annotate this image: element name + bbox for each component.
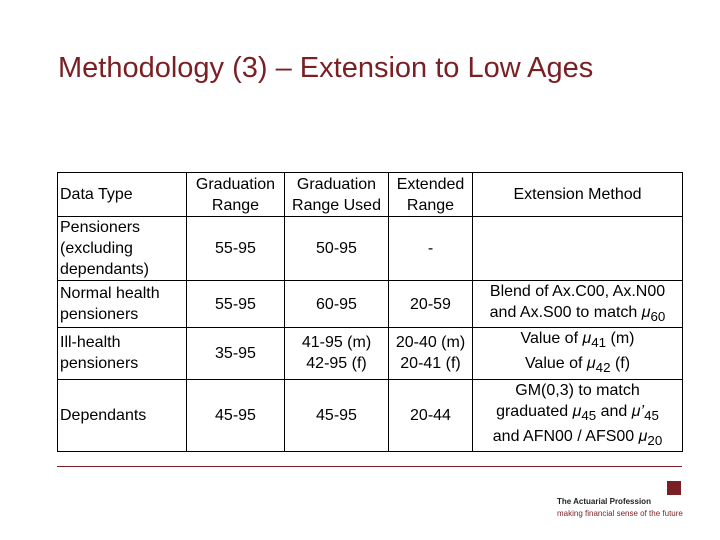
row-extended-range: 20-59	[389, 281, 473, 328]
row-extension-method	[473, 217, 683, 281]
row-graduation-range-used: 45-95	[285, 379, 389, 451]
logo-tagline: making financial sense of the future	[557, 509, 683, 518]
header-extension-method: Extension Method	[473, 173, 683, 217]
table-row	[58, 281, 683, 328]
slide-title: Methodology (3) – Extension to Low Ages	[58, 52, 594, 84]
row-graduation-range: 45-95	[187, 379, 285, 451]
row-extended-range: 20-40 (m) 20-41 (f)	[389, 328, 473, 379]
row-data-type: Normal health pensioners	[58, 281, 187, 328]
row-graduation-range: 55-95	[187, 217, 285, 281]
header-graduation-range: Graduation Range	[187, 173, 285, 217]
row-extension-method: Value of $\mu_{41}$ (m) Value of $\mu_{42}$ (f)	[473, 328, 683, 379]
row-data-type: Dependants	[58, 379, 187, 451]
header-graduation-range-used: Graduation Range Used	[285, 173, 389, 217]
footer-divider	[57, 466, 682, 467]
table-header-row	[58, 173, 683, 217]
methodology-table	[57, 172, 683, 452]
row-graduation-range-used: 41-95 (m) 42-95 (f)	[285, 328, 389, 379]
header-data-type: Data Type	[58, 173, 187, 217]
row-graduation-range: 35-95	[187, 328, 285, 379]
table-row	[58, 379, 683, 451]
table-row	[58, 217, 683, 281]
row-graduation-range: 55-95	[187, 281, 285, 328]
row-extended-range: -	[389, 217, 473, 281]
logo-name: The Actuarial Profession	[557, 497, 651, 506]
row-extension-method: Blend of Ax.C00, Ax.N00 and Ax.S00 to match $\mu_{60}$	[473, 281, 683, 328]
row-data-type: Ill-health pensioners	[58, 328, 187, 379]
row-extended-range: 20-44	[389, 379, 473, 451]
row-data-type: Pensioners (excluding dependants)	[58, 217, 187, 281]
row-graduation-range-used: 60-95	[285, 281, 389, 328]
logo-square-icon	[667, 481, 681, 495]
header-extended-range: Extended Range	[389, 173, 473, 217]
row-extension-method: GM(0,3) to match graduated $\mu_{45}$ and $\mu’_{45}$ and AFN00 / AFS00 $\mu_{20}$	[473, 379, 683, 451]
row-graduation-range-used: 50-95	[285, 217, 389, 281]
table-row	[58, 328, 683, 379]
